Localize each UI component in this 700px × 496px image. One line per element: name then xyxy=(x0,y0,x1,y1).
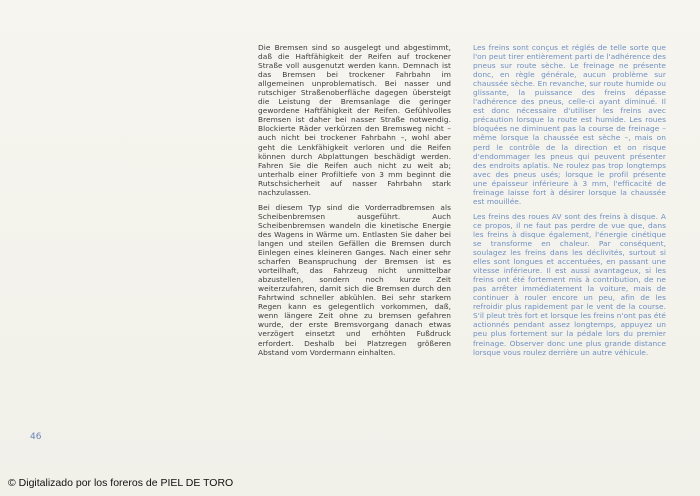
scan-credit: © Digitalizado por los foreros de PIEL DE TORO xyxy=(8,477,234,489)
french-paragraph-1: Les freins sont conçus et réglés de telle sorte que l'on peut tirer entièrement parti de l'adhérence des pneus sur route sèche. Le freinage ne présente donc, en règle générale, aucun problème sur chaussée sèche. En revanche, sur route humide ou glissante, la puissance des freins dépasse l'adhérence des pneus, celle-ci ayant diminué. Il est donc nécessaire d'utiliser les freins avec précaution lorsque la route est humide. Les roues bloquées ne diminuent pas la course de freinage – même lorsque la chaussée est sèche –, mais on perd le contrôle de la direction et on risque d'endommager les pneus qui peuvent présenter des endroits aplatis. Ne roulez pas trop longtemps avec des pneus usés; lorsque le profil présente une épaisseur inférieure à 3 mm, l'efficacité de freinage laisse fort à désirer lorsque la chaussée est mouillée. xyxy=(473,43,666,206)
french-paragraph-2: Les freins des roues AV sont des freins à disque. A ce propos, il ne faut pas perdre de vue que, dans les freins à disque également, l'énergie cinétique se transforme en chaleur. Par conséquent, soulagez les freins dans les déclivités, surtout si elles sont longues et accentuées, en passant une vitesse inférieure. Il est aussi avantageux, si les freins ont été fortement mis à contribution, de ne pas arrêter immédiatement la voiture, mais de continuer à rouler encore un peu, afin de les refroidir plus rapidement par le vent de la course. S'il pleut très fort et lorsque les freins n'ont pas été actionnés pendant assez longtemps, appuyez un peu plus fortement sur la pédale lors du premier freinage. Observer donc une plus grande distance lorsque vous roulez derrière un autre véhicule. xyxy=(473,211,667,357)
german-paragraph-2: Bei diesem Typ sind die Vorderradbremsen als Scheibenbremsen ausgeführt. Auch Scheibenbremsen wandeln die kinetische Energie des Wagens in Wärme um. Entlasten Sie daher bei langen und steilen Gefällen die Bremsen durch Einlegen eines kleineren Ganges. Nach einer sehr scharfen Beanspruchung der Bremsen ist es vorteilhaft, das Fahrzeug nicht unmittelbar abzustellen, sondern noch kurze Zeit weiterzufahren, damit sich die Bremsen durch den Fahrtwind schneller abkühlen. Bei sehr starkem Regen kann es gelegentlich vorkommen, daß, wenn längere Zeit ohne zu bremsen gefahren wurde, der erste Bremsvorgang danach etwas verzögert einsetzt und erhöhten Fußdruck erfordert. Deshalb bei Platzregen größeren Abstand vom Vordermann einhalten. xyxy=(258,202,451,357)
page-number: 46 xyxy=(30,432,42,442)
german-paragraph-1: Die Bremsen sind so ausgelegt und abgestimmt, daß die Haftfähigkeit der Reifen auf trockener Straße voll ausgenutzt werden kann. Demnach ist das Bremsen bei trockener Fahrbahn im allgemeinen unproblematisch. Bei nasser und rutschiger Straßenoberfläche dagegen übersteigt die Leistung der Bremsanlage die geringer gewordene Haftfähigkeit der Reifen. Gefühlvolles Bremsen ist daher bei nasser Straße notwendig. Blockierte Räder verkürzen den Bremsweg nicht – auch nicht bei trockener Fahrbahn –, wohl aber geht die Lenkfähigkeit verloren und die Reifen können durch Abplattungen beschädigt werden. Fahren Sie die Reifen auch nicht zu weit ab; unterhalb einer Profiltiefe von 3 mm beginnt die Rutschsicherheit auf nasser Fahrbahn stark nachzulassen. xyxy=(258,43,451,197)
german-text-column xyxy=(258,43,451,363)
french-text-column xyxy=(473,43,666,363)
